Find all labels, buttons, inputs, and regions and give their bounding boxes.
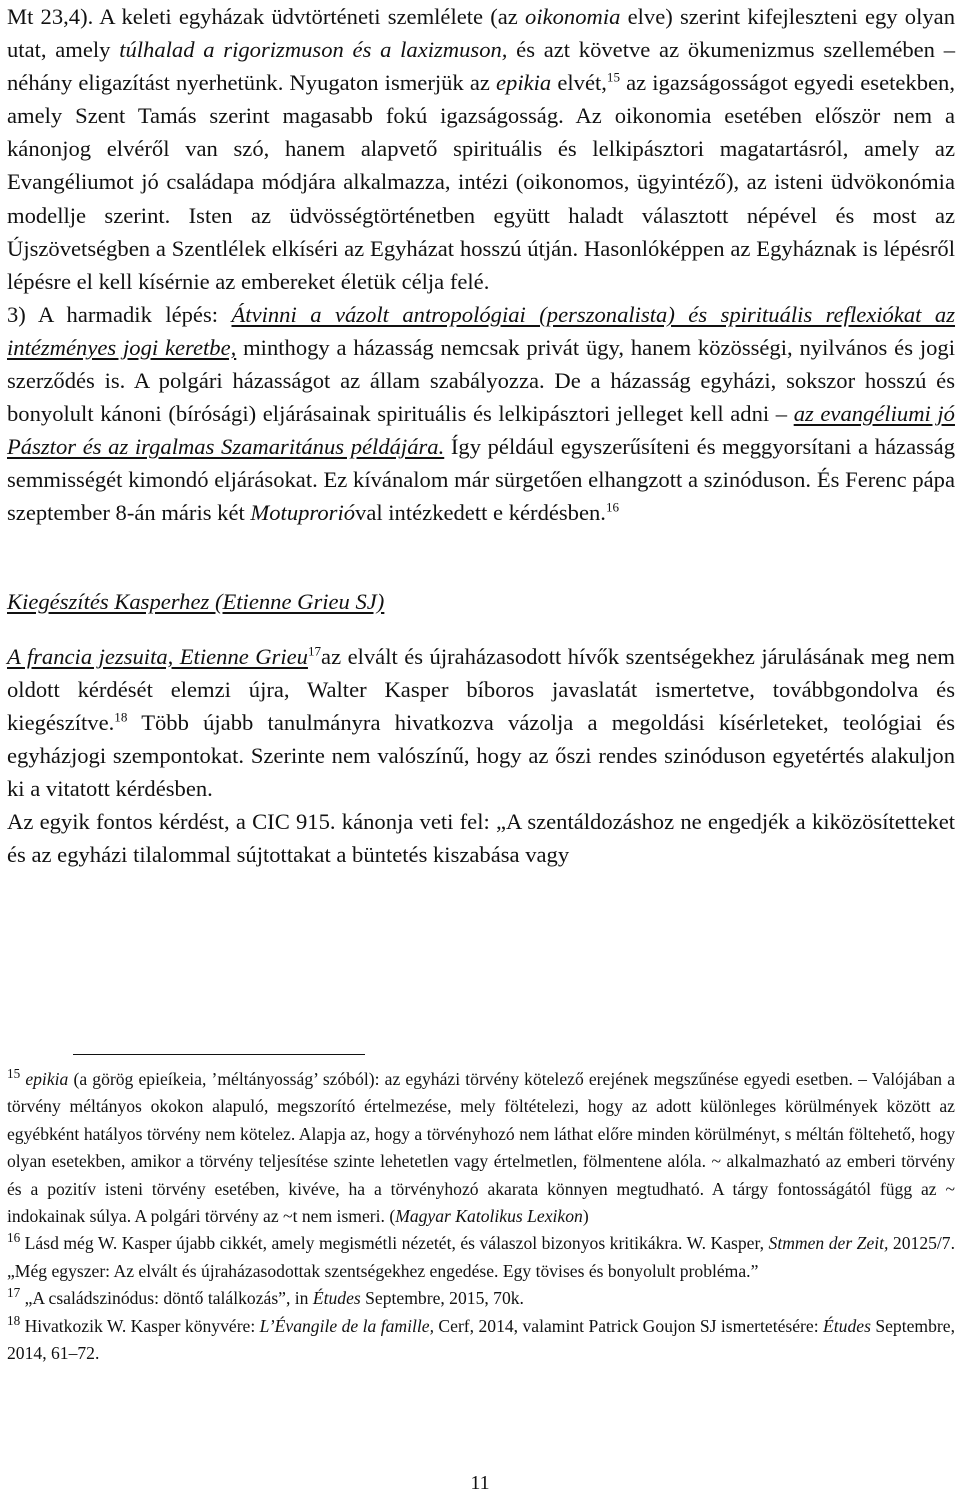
footnotes: [7, 1066, 955, 1367]
source-title: Magyar Katolikus Lexikon: [395, 1206, 583, 1227]
footnote-ref-16[interactable]: 16: [605, 499, 620, 515]
source-title: Études: [312, 1288, 361, 1309]
paragraph-third-step: [7, 298, 955, 530]
text-run: elve) szerint kifejleszteni egy olyan utat, amely: [7, 4, 955, 63]
term-epikia: epikia: [20, 1069, 69, 1089]
document-page: [7, 0, 955, 871]
footnote-number: 15: [7, 1066, 21, 1082]
footnote-number: 18: [7, 1312, 21, 1328]
source-title: L’Évangile de la famille,: [259, 1315, 434, 1336]
source-title: Études: [823, 1315, 871, 1336]
emphasis-grieu: A francia jezsuita, Etienne Grieu: [7, 643, 308, 669]
footnote-16: [7, 1230, 955, 1285]
text-run: Így például egyszerűsíteni és meggyorsítani a házasság semmisségét kimondó eljárásokat. Ez kívánalom már sürgetően elhangzott a szinóduson. És Ferenc pápa szeptember 8-án máris két: [7, 434, 956, 526]
footnote-separator: [73, 1054, 365, 1055]
text-run: val intézkedett e kérdésben.: [355, 500, 606, 526]
text-run: ): [582, 1206, 589, 1227]
text-run: Mt 23,4). A keleti egyházak üdvtörténeti szemlélete (az: [7, 4, 526, 29]
source-title: Stmmen der Zeit,: [768, 1233, 889, 1254]
text-run: és azt követve az ökumenizmus szellemében – néhány eligazítást nyerhetünk. Nyugaton ismerjük az: [7, 37, 955, 96]
text-run: Hivatkozik W. Kasper könyvére:: [20, 1315, 260, 1336]
emphasis-good-shepherd: az evangéliumi jó Pásztor és az irgalmas Szamaritánus példájára.: [7, 401, 955, 460]
footnote-ref-17[interactable]: 17: [307, 643, 322, 659]
term-epikia: epikia: [496, 70, 552, 96]
text-run: elvét,: [551, 70, 607, 96]
text-run: az elvált és újraházasodott hívők szentségekhez járulásának meg nem oldott kérdését elemzi újra, Walter Kasper bíboros javaslatát ismertetve, továbbgondolva és kiegészítve.: [7, 643, 955, 735]
footnote-18: [7, 1313, 955, 1368]
text-run: (a görög epieíkeia, ’méltányosság’ szóból): az egyházi törvény kötelező erejének megszűnése egyedi esetben. – Valójában a törvény méltányos okokon alapuló, megszorító értelmezése, mely föltételezi, hogy az adott különleges körülmények között az egyébként hatályos törvény nem kötelez. Alapja az, hogy a törvényhozó nem láthat előre minden körülményt, s méltán föltehető, hogy olyan esetekben, amikor a törvény teljesítése szinte lehetetlen vagy értelmetlen, fölmentene alóla. ~ alkalmazható az emberi törvény és a pozitív isteni törvény esetében, kivéve, ha a törvényhozó akarata könnyen megtudható. A tárgy fontosságától függ az ~ indokainak súlya. A polgári törvény az ~t nem ismeri. (: [7, 1069, 955, 1227]
paragraph-grieu: [7, 640, 955, 805]
text-run: Septembre, 2015, 70k.: [360, 1288, 524, 1309]
emphasis-third-step: Átvinni a vázolt antropológiai (perszonalista) és spirituális reflexiókat az intézményes jogi keretbe,: [7, 301, 956, 360]
term-motuproprio: Motuprorió: [250, 500, 356, 526]
main-text: [7, 0, 955, 871]
text-run: 3) A harmadik lépés:: [7, 301, 232, 327]
spacer: [7, 563, 955, 585]
spacer: [7, 530, 955, 563]
footnote-number: 17: [7, 1285, 21, 1301]
footnote-number: 16: [7, 1230, 21, 1246]
text-run: Cerf, 2014, valamint Patrick Goujon SJ ismertetésére:: [433, 1315, 824, 1336]
page-number: 11: [470, 1472, 490, 1494]
term-oikonomia: oikonomia: [525, 4, 621, 29]
section-heading: Kiegészítés Kasperhez (Etienne Grieu SJ): [7, 588, 385, 614]
text-run: Több újabb tanulmányra hivatkozva vázolja a megoldási kísérleteket, teológiai és egyházjogi szempontokat. Szerinte nem valószínű, hogy az őszi rendes szinóduson egyetértés alakuljon ki a vitatott kérdésben.: [7, 709, 955, 801]
text-run: 20125/7. „Még egyszer: Az elvált és újraházasodottak szentségekhez engedése. Egy tövises és bonyolult probléma.”: [7, 1233, 955, 1281]
spacer: [7, 618, 955, 640]
text-run: az igazságosságot egyedi esetekben, amely Szent Tamás szerint magasabb fokú igazságosság. Az oikonomia esetében először nem a kánonjog elvéről van szó, hanem alapvető spirituális és lelkipásztori magatartásról, amely az Evangéliumot jó családapa módjára alkalmazza, intézi (oikonomos, ügyintéző), az isteni üdvökonómia modellje szerint. Isten az üdvösségtörténetben együtt haladt választott népével és most az Újszövetségben a Szentlélek elkíséri az Egyházat hosszú útján. Hasonlóképpen az Egyháznak is lépésről lépésre el kell kísérnie az embereket életük célja felé.: [7, 70, 955, 294]
text-run: Lásd még W. Kasper újabb cikkét, amely megismétli nézetét, és válaszol bizonyos kritikákra. W. Kasper,: [20, 1233, 769, 1254]
footnote-15: [7, 1066, 955, 1230]
paragraph-oikonomia: [7, 0, 955, 298]
footnote-17: [7, 1285, 955, 1312]
footnote-ref-18[interactable]: 18: [114, 709, 128, 725]
text-run: minthogy a házasság nemcsak privát ügy, hanem közösségi, nyilvános és jogi szerződés is. A polgári házasságot az állam szabályozza. De a házasság egyházi, sokszor hosszú és bonyolult kánoni (bírósági) eljárásainak spirituális és lelkipásztori jelleget kell adni –: [7, 334, 955, 427]
text-run: Septembre, 2014, 61–72.: [7, 1315, 955, 1364]
footnote-ref-15[interactable]: 15: [606, 69, 620, 85]
paragraph-cic-915: Az egyik fontos kérdést, a CIC 915. kánonja veti fel: „A szentáldozáshoz ne engedjék a kiközösítetteket és az egyházi tilalommal sújtottakat a büntetés kiszabása vagy: [7, 809, 955, 868]
emphasis-rigorism: túlhalad a rigorizmuson és a laxizmuson,: [119, 37, 508, 63]
text-run: „A családszinódus: döntő találkozás”, in: [20, 1288, 313, 1309]
